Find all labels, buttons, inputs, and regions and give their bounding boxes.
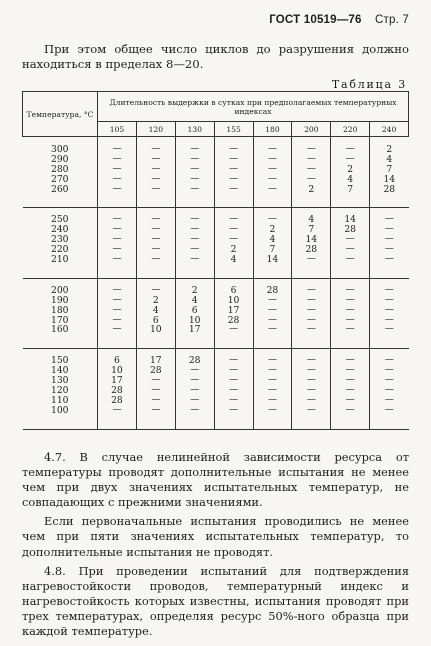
- duration-value: —: [190, 254, 200, 265]
- duration-value: —: [306, 153, 316, 164]
- temperature-value: 220: [50, 244, 69, 256]
- duration-value: —: [345, 394, 355, 405]
- duration-cell: [214, 349, 253, 429]
- duration-cell: [136, 137, 175, 208]
- duration-value: —: [384, 214, 394, 225]
- duration-cell: [331, 208, 370, 278]
- duration-value: —: [112, 404, 122, 415]
- duration-value: —: [267, 394, 277, 405]
- temperature-value: 100: [50, 404, 69, 416]
- duration-value: —: [267, 183, 277, 194]
- duration-value: —: [112, 153, 122, 164]
- duration-value: —: [345, 144, 355, 154]
- duration-value: —: [384, 224, 394, 235]
- duration-value: —: [384, 254, 394, 265]
- temperature-cell: [23, 349, 98, 429]
- duration-value: —: [384, 234, 394, 245]
- duration-value: —: [384, 375, 394, 386]
- duration-value: —: [190, 385, 200, 396]
- duration-cell: [98, 208, 137, 278]
- duration-value: —: [229, 234, 239, 245]
- duration-value: —: [384, 244, 394, 255]
- duration-value: —: [384, 404, 394, 415]
- duration-value: —: [267, 163, 277, 174]
- duration-value: —: [267, 304, 277, 315]
- duration-value: 28: [188, 355, 201, 367]
- duration-value: —: [345, 294, 355, 305]
- duration-value: —: [306, 173, 316, 184]
- duration-value: 17: [149, 355, 162, 367]
- duration-value: —: [151, 224, 161, 235]
- duration-cell: [253, 208, 292, 278]
- intro-paragraph: При этом общее число циклов до разрушения должно находиться в пределах 8—20.: [22, 42, 409, 71]
- duration-cell: [98, 349, 137, 429]
- temperature-group-row: [23, 349, 409, 429]
- duration-value: —: [267, 173, 277, 184]
- duration-value: 2: [347, 163, 354, 175]
- duration-value: 28: [111, 394, 123, 406]
- duration-value: —: [151, 183, 161, 194]
- temperature-column-header: Температура, °C: [23, 92, 98, 137]
- duration-value: 4: [347, 173, 354, 185]
- duration-value: —: [229, 385, 239, 396]
- duration-value: —: [229, 144, 239, 154]
- duration-value: —: [229, 173, 239, 184]
- duration-cell: [370, 278, 409, 348]
- paragraph-4-8: 4.8. При проведении испытаний для подтверждения нагревостойкости проводов, температурный индекс и нагревостойкость которых известны, испытания проводят при трех температурах, определяя ресурс 50%-ного образца при каждой температуре.: [22, 563, 409, 639]
- temperature-value: 170: [50, 314, 69, 326]
- page-number: Стр. 7: [375, 14, 409, 26]
- duration-value: —: [190, 394, 200, 405]
- duration-value: —: [306, 144, 316, 154]
- duration-value: —: [267, 355, 277, 366]
- duration-value: 28: [149, 365, 162, 377]
- duration-value: 6: [191, 304, 198, 316]
- duration-value: —: [345, 355, 355, 366]
- duration-value: —: [267, 365, 277, 376]
- index-header: 240: [370, 122, 409, 137]
- duration-value: 28: [266, 284, 279, 296]
- duration-value: —: [384, 355, 394, 366]
- duration-value: 28: [111, 385, 123, 397]
- duration-value: —: [229, 163, 239, 174]
- duration-value: —: [306, 163, 316, 174]
- duration-value: —: [384, 314, 394, 325]
- duration-value: —: [112, 254, 122, 265]
- duration-value: 4: [152, 304, 159, 316]
- duration-cell: [370, 208, 409, 278]
- duration-cell: [331, 349, 370, 429]
- duration-value: —: [190, 234, 200, 245]
- duration-cell: [370, 349, 409, 429]
- duration-value: —: [190, 404, 200, 415]
- duration-cell: [292, 208, 331, 278]
- duration-cell: [292, 137, 331, 208]
- duration-value: —: [306, 404, 316, 415]
- duration-value: 10: [149, 324, 162, 336]
- index-header: 105: [98, 122, 137, 137]
- duration-value: 17: [227, 304, 240, 316]
- duration-value: —: [229, 375, 239, 386]
- duration-cell: [214, 278, 253, 348]
- duration-value: 28: [305, 244, 318, 256]
- duration-value: —: [151, 173, 161, 184]
- duration-cell: [253, 349, 292, 429]
- duration-value: 10: [188, 314, 201, 326]
- duration-value: —: [151, 153, 161, 164]
- duration-value: —: [190, 183, 200, 194]
- temperature-group-row: [23, 137, 409, 208]
- duration-value: 4: [386, 153, 393, 165]
- duration-value: —: [267, 144, 277, 154]
- paragraph-4-7: 4.7. В случае нелинейной зависимости ресурса от температуры проводят дополнительные испытания не менее чем при двух значениях испытательных температур, не совпадающих с прежними значениями.: [22, 450, 409, 510]
- duration-value: —: [384, 394, 394, 405]
- temperature-value: 270: [50, 173, 69, 185]
- temperature-value: 110: [50, 394, 69, 406]
- temperature-value: 200: [50, 284, 69, 296]
- temperature-value: 230: [50, 234, 69, 246]
- duration-value: —: [345, 375, 355, 386]
- temperature-value: 130: [50, 375, 69, 387]
- duration-value: —: [190, 173, 200, 184]
- duration-value: 2: [191, 284, 198, 296]
- index-header: 220: [331, 122, 370, 137]
- temperature-value: 260: [50, 183, 69, 195]
- duration-column-header: Длительность выдержки в сутках при предполагаемых температурных индексах: [98, 92, 409, 122]
- body-text: [22, 450, 409, 643]
- index-header: 200: [292, 122, 331, 137]
- table-body: [23, 137, 409, 430]
- duration-value: —: [190, 244, 200, 255]
- duration-value: —: [151, 404, 161, 415]
- duration-value: —: [345, 324, 355, 335]
- duration-value: —: [306, 394, 316, 405]
- duration-value: —: [151, 375, 161, 386]
- duration-value: 14: [266, 254, 279, 266]
- duration-value: —: [151, 394, 161, 405]
- duration-value: —: [267, 324, 277, 335]
- duration-value: —: [384, 365, 394, 376]
- duration-value: —: [190, 375, 200, 386]
- duration-value: —: [190, 153, 200, 164]
- duration-cell: [175, 137, 214, 208]
- temperature-cell: [23, 278, 98, 348]
- duration-value: —: [229, 404, 239, 415]
- duration-value: —: [229, 224, 239, 235]
- duration-value: —: [112, 284, 122, 295]
- duration-cell: [214, 208, 253, 278]
- temperature-cell: [23, 137, 98, 208]
- duration-value: —: [267, 404, 277, 415]
- temperature-value: 250: [50, 214, 69, 226]
- temperature-value: 160: [50, 324, 69, 336]
- duration-value: —: [229, 214, 239, 225]
- temperature-value: 290: [50, 153, 69, 165]
- duration-value: —: [384, 294, 394, 305]
- duration-value: —: [306, 284, 316, 295]
- duration-value: —: [384, 304, 394, 315]
- temperature-value: 240: [50, 224, 69, 236]
- duration-cell: [98, 278, 137, 348]
- temperature-group-row: [23, 208, 409, 278]
- duration-value: 10: [227, 294, 240, 306]
- index-header: 180: [253, 122, 292, 137]
- index-header: 155: [214, 122, 253, 137]
- temperature-value: 210: [50, 254, 69, 266]
- duration-value: —: [190, 224, 200, 235]
- duration-value: —: [345, 234, 355, 245]
- duration-value: 17: [111, 375, 123, 387]
- duration-value: —: [345, 304, 355, 315]
- duration-value: —: [306, 385, 316, 396]
- duration-value: —: [229, 394, 239, 405]
- duration-value: —: [112, 183, 122, 194]
- duration-value: 2: [269, 224, 276, 236]
- duration-value: —: [345, 284, 355, 295]
- duration-cell: [253, 137, 292, 208]
- duration-cell: [331, 137, 370, 208]
- temperature-value: 120: [50, 385, 69, 397]
- duration-value: —: [151, 234, 161, 245]
- duration-value: —: [112, 214, 122, 225]
- duration-cell: [292, 349, 331, 429]
- temperature-cell: [23, 208, 98, 278]
- duration-value: 17: [188, 324, 201, 336]
- duration-value: 6: [152, 314, 159, 326]
- duration-value: 14: [305, 234, 318, 246]
- duration-value: —: [112, 173, 122, 184]
- duration-cell: [370, 137, 409, 208]
- duration-value: 4: [191, 294, 198, 306]
- duration-cell: [136, 278, 175, 348]
- duration-value: —: [384, 324, 394, 335]
- duration-value: 2: [386, 144, 393, 155]
- duration-value: 7: [347, 183, 354, 195]
- duration-value: —: [267, 153, 277, 164]
- duration-value: 28: [344, 224, 357, 236]
- duration-value: —: [112, 294, 122, 305]
- temperature-group-row: [23, 278, 409, 348]
- duration-value: —: [112, 144, 122, 154]
- duration-value: 28: [383, 183, 396, 195]
- temperature-value: 150: [50, 355, 69, 367]
- duration-cell: [175, 208, 214, 278]
- duration-value: —: [151, 385, 161, 396]
- duration-value: —: [151, 144, 161, 154]
- standard-number: ГОСТ 10519—76: [269, 14, 362, 26]
- duration-cell: [214, 137, 253, 208]
- duration-cell: [331, 278, 370, 348]
- duration-value: —: [229, 355, 239, 366]
- duration-value: —: [190, 163, 200, 174]
- duration-value: —: [345, 153, 355, 164]
- duration-cell: [175, 278, 214, 348]
- duration-value: —: [112, 224, 122, 235]
- duration-value: —: [306, 324, 316, 335]
- duration-value: —: [345, 254, 355, 265]
- duration-value: —: [306, 314, 316, 325]
- table-caption: Таблица 3: [331, 78, 407, 91]
- duration-value: —: [345, 314, 355, 325]
- duration-value: —: [306, 355, 316, 366]
- duration-value: —: [267, 294, 277, 305]
- duration-value: 7: [308, 224, 315, 236]
- duration-value: 14: [383, 173, 396, 185]
- duration-value: —: [306, 365, 316, 376]
- duration-value: 7: [269, 244, 276, 256]
- duration-value: 28: [227, 314, 240, 326]
- duration-cell: [253, 278, 292, 348]
- duration-cell: [136, 208, 175, 278]
- duration-value: —: [112, 244, 122, 255]
- duration-value: —: [229, 183, 239, 194]
- duration-value: —: [112, 324, 122, 335]
- duration-value: —: [151, 163, 161, 174]
- duration-value: —: [345, 385, 355, 396]
- duration-value: 6: [114, 355, 120, 367]
- duration-value: —: [112, 314, 122, 325]
- temperature-value: 190: [50, 294, 69, 306]
- paragraph-additional-tests: Если первоначальные испытания проводились не менее чем при пяти значениях испытательных температур, то дополнительные испытания не проводят.: [22, 514, 409, 559]
- duration-value: —: [151, 254, 161, 265]
- duration-cell: [136, 349, 175, 429]
- duration-value: —: [345, 244, 355, 255]
- duration-value: 2: [152, 294, 159, 306]
- duration-value: —: [190, 144, 200, 154]
- duration-value: —: [267, 314, 277, 325]
- duration-value: —: [345, 404, 355, 415]
- duration-value: 4: [230, 254, 237, 266]
- temperature-value: 280: [50, 163, 69, 175]
- page-header: [269, 14, 409, 26]
- duration-value: —: [267, 214, 277, 225]
- duration-value: —: [267, 375, 277, 386]
- duration-value: —: [384, 284, 394, 295]
- duration-value: —: [151, 244, 161, 255]
- duration-value: —: [112, 234, 122, 245]
- duration-value: —: [306, 304, 316, 315]
- duration-value: —: [267, 385, 277, 396]
- duration-value: —: [112, 163, 122, 174]
- index-header: 120: [136, 122, 175, 137]
- duration-value: —: [229, 324, 239, 335]
- temperature-value: 180: [50, 304, 69, 316]
- duration-value: 6: [230, 284, 237, 296]
- duration-value: —: [306, 294, 316, 305]
- duration-value: —: [112, 304, 122, 315]
- duration-value: 4: [269, 234, 276, 246]
- duration-cell: [98, 137, 137, 208]
- duration-value: 10: [111, 365, 123, 377]
- duration-value: —: [190, 365, 200, 376]
- duration-value: —: [151, 214, 161, 225]
- duration-cell: [175, 349, 214, 429]
- duration-cell: [292, 278, 331, 348]
- duration-value: —: [190, 214, 200, 225]
- duration-value: —: [229, 365, 239, 376]
- index-header: 130: [175, 122, 214, 137]
- duration-value: —: [151, 284, 161, 295]
- duration-value: —: [229, 153, 239, 164]
- duration-value: —: [345, 365, 355, 376]
- duration-table: [22, 91, 409, 430]
- duration-value: 14: [344, 214, 357, 226]
- duration-value: 2: [230, 244, 237, 256]
- duration-value: —: [306, 375, 316, 386]
- duration-value: 2: [308, 183, 315, 195]
- duration-value: 7: [386, 163, 393, 175]
- duration-value: —: [384, 385, 394, 396]
- duration-value: —: [306, 254, 316, 265]
- temperature-value: 300: [50, 144, 69, 155]
- duration-value: 4: [308, 214, 315, 226]
- temperature-value: 140: [50, 365, 69, 377]
